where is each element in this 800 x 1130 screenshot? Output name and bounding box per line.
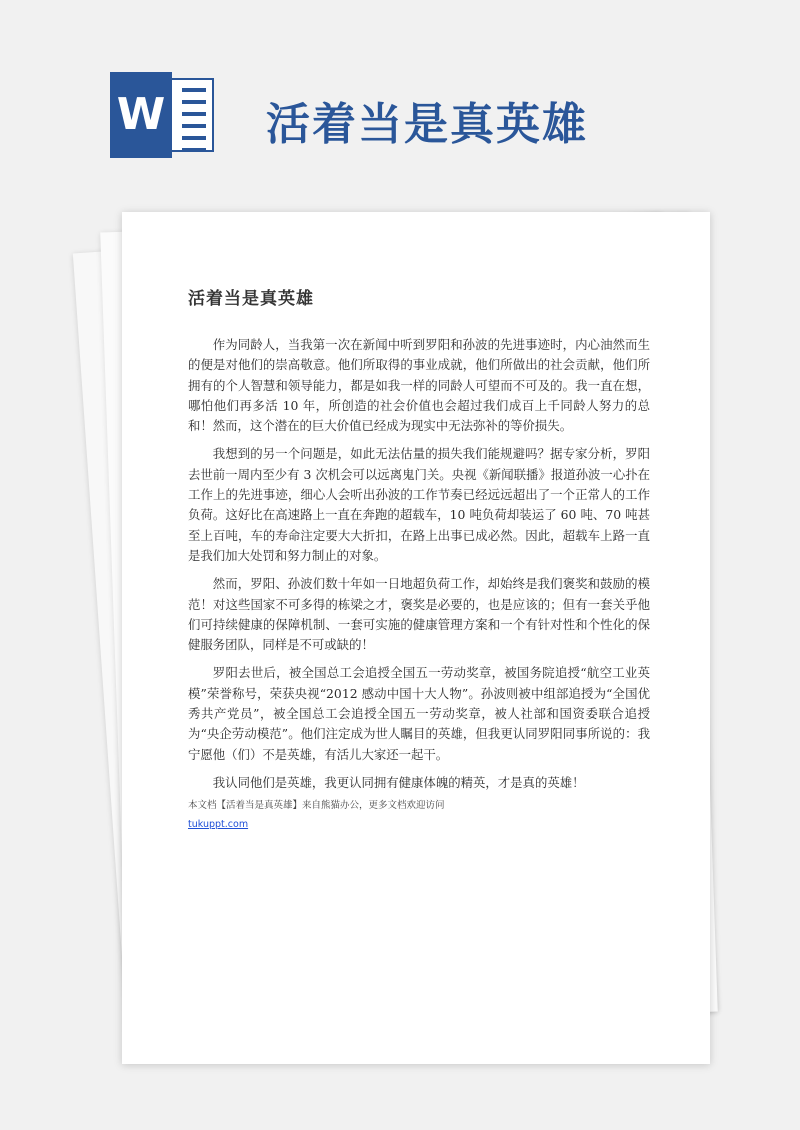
paragraph: 我认同他们是英雄，我更认同拥有健康体魄的精英，才是真的英雄！ [212,774,585,790]
header-title: 活着当是真英雄 [266,99,588,150]
paragraph: 然而，罗阳、孙波们数十年如一日地超负荷工作，却始终是我们褒奖和鼓励的模范！对这些国家不可多得的栋梁之才，褒奖是必要的，也是应该的；但有一套关乎他们可持续健康的保障机制、一套可实施的健康管理方案和一个有针对性和个性化的保健服务团队，同样是不可或缺的！ [188,576,650,653]
document-title: 活着当是真英雄 [188,289,314,309]
footer-note: 本文档【活着当是真英雄】来自熊猫办公，更多文档欢迎访问 [188,800,445,812]
footer-link[interactable]: tukuppt.com [188,819,249,831]
paragraph: 作为同龄人，当我第一次在新闻中听到罗阳和孙波的先进事迹时，内心油然而生的便是对他们的崇高敬意。他们所取得的事业成就，他们所做出的社会贡献，他们所拥有的个人智慧和领导能力，都是如我一样的同龄人可望而不可及的。我一直在想，哪怕他们再多活 10 年，所创造的社会价值也会超过我们成百上千同龄人努力的总和！然而，这个潜在的巨大价值已经成为现实中无法弥补的等价损失。 [188,337,650,434]
paragraph: 我想到的另一个问题是，如此无法估量的损失我们能规避吗？据专家分析，罗阳去世前一周内至少有 3 次机会可以远离鬼门关。央视《新闻联播》报道孙波一心扑在工作上的先进事迹，细心人会听出孙波的工作节奏已经远远超出了一个正常人的工作负荷。这好比在高速路上一直在奔跑的超载车，10 吨负荷却装运了 60 吨、70 吨甚至上百吨，车的寿命注定要大大折扣，在路上出事已成必然。因此，超载车上路一直是我们加大处罚和努力制止的对象。 [188,446,650,563]
word-logo [110,72,214,158]
document-page [122,212,710,1064]
paragraph: 罗阳去世后，被全国总工会追授全国五一劳动奖章，被国务院追授“航空工业英模”荣誉称号，荣获央视“2012 感动中国十大人物”。孙波则被中组部追授为“全国优秀共产党员”，被全国总工会追授全国五一劳动奖章，被人社部和国资委联合追授为“央企劳动模范”。他们注定成为世人瞩目的英雄，但我更认同罗阳同事所说的：我宁愿他（们）不是英雄，有活儿大家还一起干。 [188,665,650,762]
word-icon: W [110,72,172,158]
